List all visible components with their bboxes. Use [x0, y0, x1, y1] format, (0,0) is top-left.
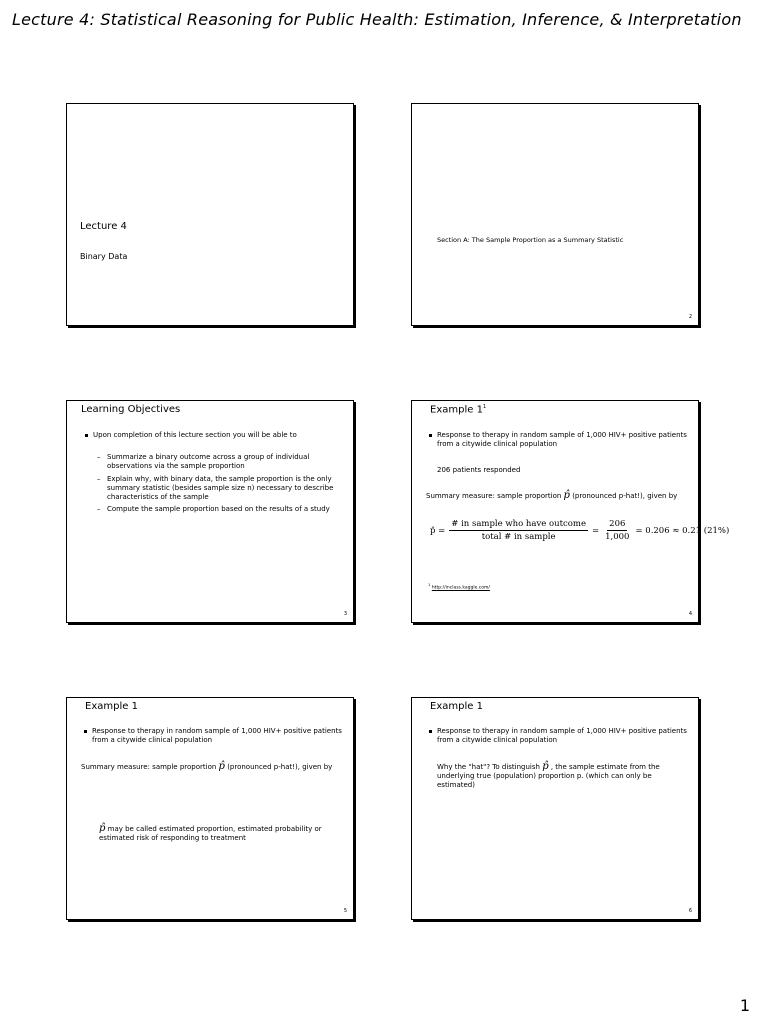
- p-hat-symbol: p̂: [99, 823, 106, 834]
- slide-title: Learning Objectives: [81, 404, 181, 415]
- slide-5: [66, 697, 354, 920]
- footnote: $^1$ http://inclass.kaggle.com/: [428, 583, 490, 591]
- summary-measure: Summary measure: sample proportion p̂ (pronounced p-hat!), given by: [426, 490, 678, 501]
- objective-3: – Compute the sample proportion based on the results of a study: [107, 505, 345, 514]
- slide-title: Example $1^1$: [430, 404, 487, 416]
- slide-1: [66, 103, 354, 326]
- footnote-link[interactable]: http://inclass.kaggle.com/: [431, 585, 490, 591]
- slide-subtitle: Binary Data: [80, 252, 128, 261]
- page-number: 1: [739, 996, 750, 1015]
- summary-measure: Summary measure: sample proportion p̂ (pronounced p-hat!), given by: [81, 761, 333, 772]
- slide-title: Lecture 4: [80, 221, 127, 232]
- p-hat-symbol: p̂: [563, 490, 570, 501]
- objective-1: – Summarize a binary outcome across a group of individual observations via the sample proportion: [107, 453, 345, 471]
- slide-3: [66, 400, 354, 623]
- bullet-text: Response to therapy in random sample of 1,000 HIV+ positive patients from a citywide clinical population: [437, 431, 687, 448]
- bullet-text: Response to therapy in random sample of 1,000 HIV+ positive patients from a citywide clinical population: [437, 727, 687, 744]
- p-hat-symbol: p̂: [218, 761, 225, 772]
- slide-6: [411, 697, 699, 920]
- slide-4: [411, 400, 730, 623]
- slide-2: [411, 103, 699, 326]
- proportion-formula: p̂ = $\frac{\text{\# in sample who have outcome}}{\text{total \# in sample}}$ = $\frac{206}{1,000}$ = 0.206 ≈ 0.21 (21%): [430, 519, 730, 542]
- section-title: Section A: The Sample Proportion as a Summary Statistic: [437, 236, 624, 244]
- slide-number: 6: [688, 908, 692, 914]
- why-hat-text: Why the "hat"? To distinguish p̂ , the sample estimate from the underlying true (population) proportion p. (which can only be estimated): [437, 761, 660, 789]
- slide-number: 3: [343, 611, 347, 617]
- document-header: Lecture 4: Statistical Reasoning for Public Health: Estimation, Inference, & Interpretation: [12, 10, 742, 29]
- bullet-text: Response to therapy in random sample of 1,000 HIV+ positive patients from a citywide clinical population: [92, 727, 342, 744]
- slide-title: Example 1: [430, 701, 483, 712]
- p-hat-symbol: p̂: [542, 761, 549, 772]
- bullet-text: Upon completion of this lecture section you will be able to: [93, 431, 343, 440]
- responded-text: 206 patients responded: [437, 466, 521, 474]
- phat-note: p̂ may be called estimated proportion, estimated probability or estimated risk of responding to treatment: [99, 823, 322, 842]
- objective-2: – Explain why, with binary data, the sample proportion is the only summary statistic (besides sample size n) necessary to describe characteristics of the sample: [107, 475, 347, 502]
- slide-number: 2: [688, 314, 692, 320]
- slide-number: 5: [343, 908, 347, 914]
- slide-title: Example 1: [85, 701, 138, 712]
- slide-number: 4: [688, 611, 692, 617]
